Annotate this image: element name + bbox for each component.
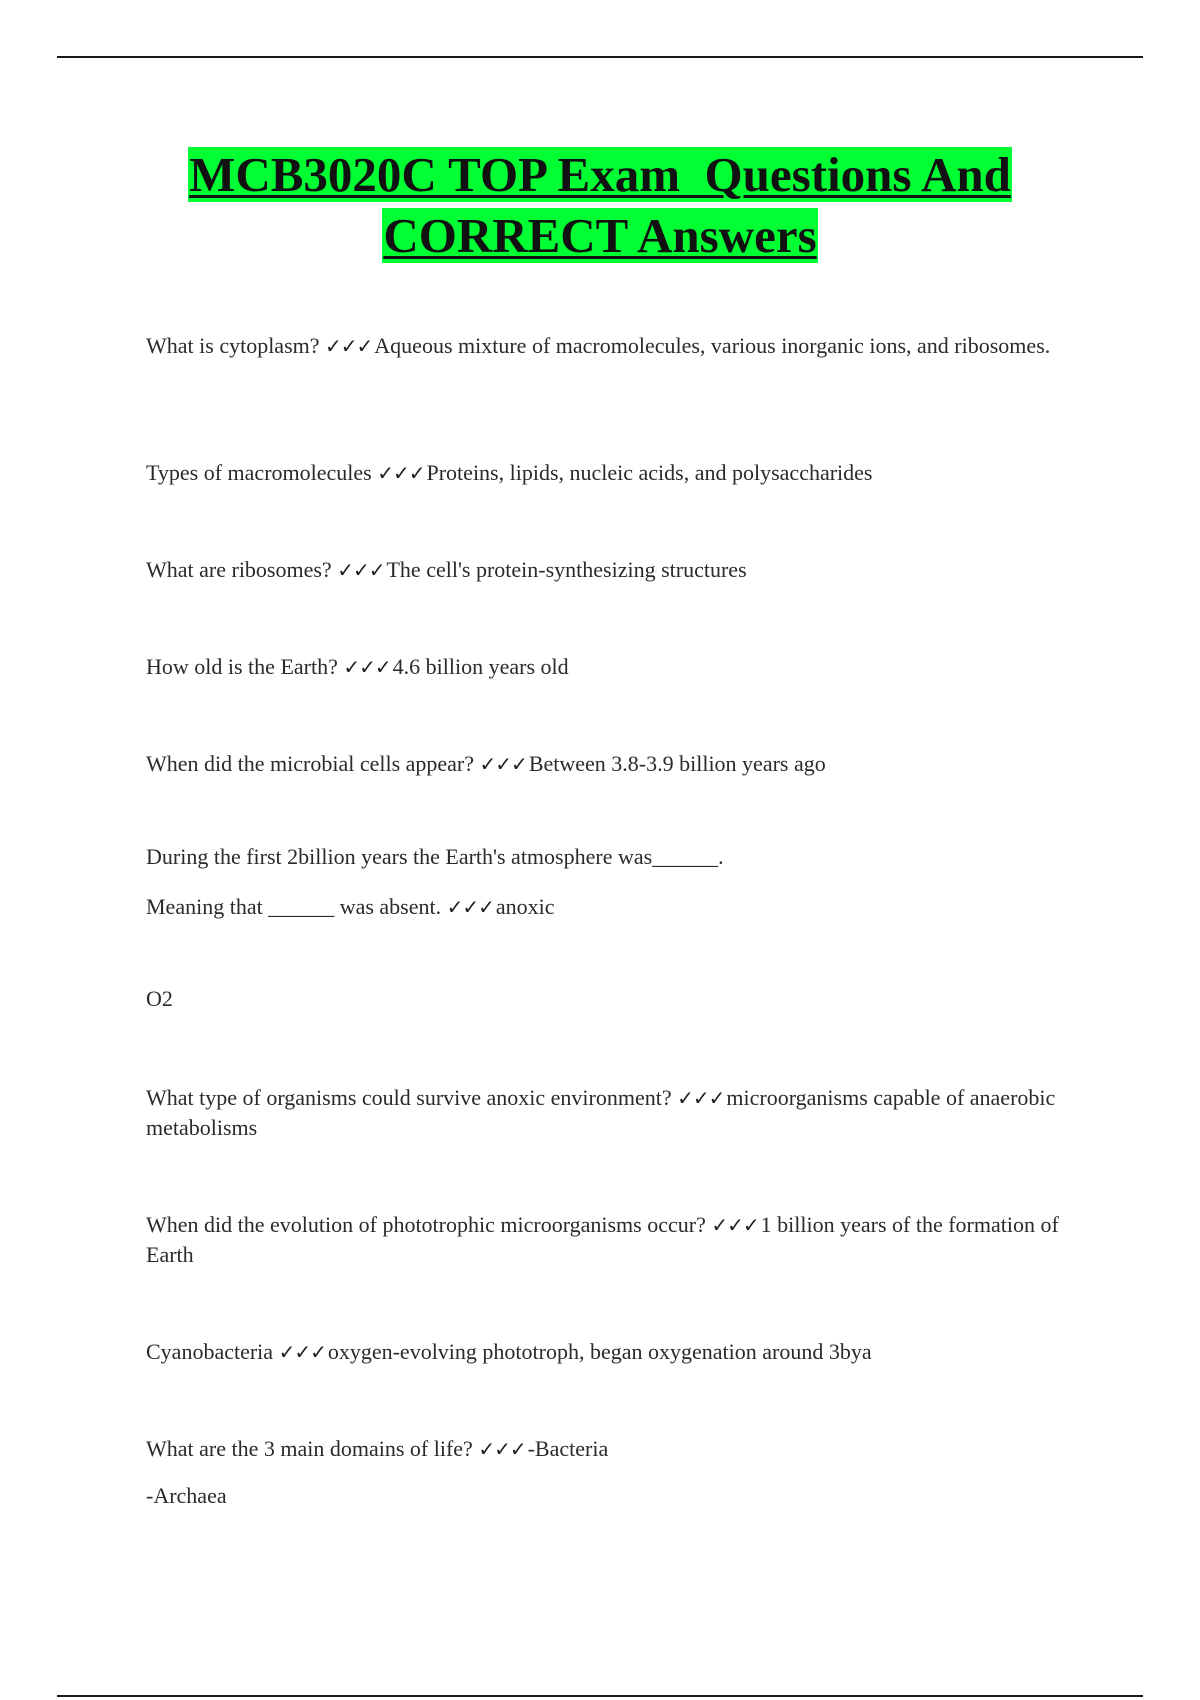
- question-text: What are ribosomes?: [146, 557, 338, 582]
- check-marks-icon: ✓✓✓: [337, 558, 385, 582]
- question-text: Meaning that ______ was absent.: [146, 894, 447, 919]
- answer-text: 1 billion years of the formation of Earth: [146, 1212, 1059, 1267]
- qa-paragraph: [146, 892, 1066, 922]
- qa-paragraph: [146, 749, 1066, 779]
- answer-text: The cell's protein-synthesizing structures: [386, 557, 747, 582]
- qa-paragraph: [146, 331, 1066, 361]
- answer-text: oxygen-evolving phototroph, began oxygenation around 3bya: [327, 1339, 872, 1364]
- qa-paragraph: [146, 1434, 1066, 1464]
- answer-text: Aqueous mixture of macromolecules, various inorganic ions, and ribosomes.: [374, 333, 1051, 358]
- qa-item-phototrophic: [146, 1210, 1066, 1270]
- answer-text: Proteins, lipids, nucleic acids, and polysaccharides: [426, 460, 873, 485]
- qa-paragraph: [146, 458, 1066, 488]
- question-text: What is cytoplasm?: [146, 333, 326, 358]
- bottom-rule: [57, 1695, 1143, 1697]
- qa-item-atmosphere: [146, 842, 1066, 1014]
- answer-extra: O2: [146, 986, 173, 1011]
- answer-text: Between 3.8-3.9 billion years ago: [528, 751, 826, 776]
- document-title: [0, 144, 1200, 266]
- check-marks-icon: ✓✓✓: [377, 461, 425, 485]
- qa-item-cyanobacteria: [146, 1337, 1066, 1367]
- question-text: Types of macromolecules: [146, 460, 378, 485]
- question-text: When did the microbial cells appear?: [146, 751, 480, 776]
- title-line-1: MCB3020C TOP Exam Questions And: [189, 147, 1011, 202]
- check-marks-icon: ✓✓✓: [278, 1340, 326, 1364]
- qa-item-earth-age: [146, 652, 1066, 682]
- qa-paragraph: [146, 1210, 1066, 1270]
- check-marks-icon: ✓✓✓: [711, 1213, 759, 1237]
- question-text: Cyanobacteria: [146, 1339, 279, 1364]
- question-text: How old is the Earth?: [146, 654, 344, 679]
- qa-item-anoxic-organisms: [146, 1083, 1066, 1143]
- check-marks-icon: ✓✓✓: [677, 1086, 725, 1110]
- check-marks-icon: ✓✓✓: [478, 1437, 526, 1461]
- check-marks-icon: ✓✓✓: [479, 752, 527, 776]
- title-line-2: CORRECT Answers: [383, 208, 817, 263]
- qa-item-macromolecules: [146, 458, 1066, 488]
- answer-text: microorganisms capable of anaerobic metabolisms: [146, 1085, 1056, 1140]
- question-line: During the first 2billion years the Earth's atmosphere was______.: [146, 844, 724, 869]
- qa-paragraph: [146, 652, 1066, 682]
- answer-text: -Bacteria: [527, 1436, 609, 1461]
- check-marks-icon: ✓✓✓: [325, 334, 373, 358]
- qa-item-ribosomes: [146, 555, 1066, 585]
- qa-paragraph: [146, 1337, 1066, 1367]
- check-marks-icon: ✓✓✓: [343, 655, 391, 679]
- answer-extra: -Archaea: [146, 1483, 227, 1508]
- question-text: What type of organisms could survive anoxic environment?: [146, 1085, 678, 1110]
- qa-paragraph: [146, 1083, 1066, 1143]
- qa-item-cytoplasm: [146, 331, 1066, 361]
- qa-paragraph: [146, 555, 1066, 585]
- answer-text: anoxic: [495, 894, 555, 919]
- top-rule: [57, 56, 1143, 58]
- check-marks-icon: ✓✓✓: [446, 895, 494, 919]
- qa-item-microbial-cells: [146, 749, 1066, 779]
- answer-text: 4.6 billion years old: [392, 654, 569, 679]
- qa-item-domains: [146, 1434, 1066, 1511]
- question-text: What are the 3 main domains of life?: [146, 1436, 479, 1461]
- question-text: When did the evolution of phototrophic microorganisms occur?: [146, 1212, 712, 1237]
